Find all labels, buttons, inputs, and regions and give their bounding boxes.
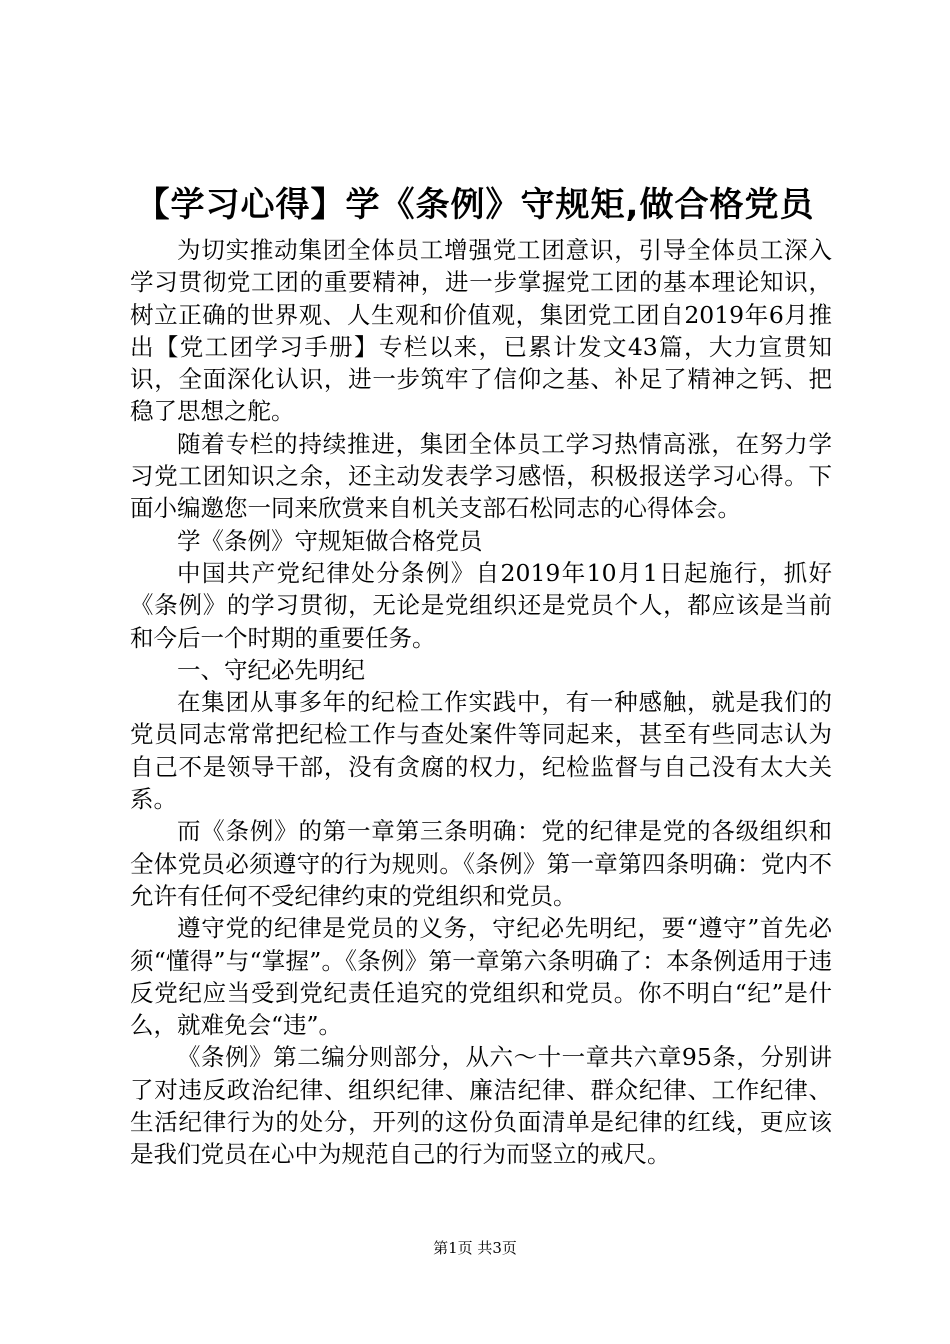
section-heading: 一、守纪必先明纪 [177,655,365,684]
paragraph: 随着专栏的持续推进，集团全体员工学习热情高涨，在努力学习党工团知识之余，还主动发表学习感悟，积极报送学习心得。下面小编邀您一同来欣赏来自机关支部石松同志的心得体会。 [130,429,832,523]
document-title: 【学习心得】学《条例》守规矩,做合格党员 [135,185,815,225]
paragraph: 《条例》第二编分则部分，从六～十一章共六章95条，分别讲了对违反政治纪律、组织纪律、廉洁纪律、群众纪律、工作纪律、生活纪律行为的处分，开列的这份负面清单是纪律的红线，更应该是我们党员在心中为规范自己的行为而竖立的戒尺。 [130,1043,832,1169]
page-footer: 第1页 共3页 [433,1239,517,1257]
document-body [130,234,832,1171]
paragraph: 而《条例》的第一章第三条明确：党的纪律是党的各级组织和全体党员必须遵守的行为规则。《条例》第一章第四条明确：党内不允许有任何不受纪律约束的党组织和党员。 [130,817,832,910]
paragraph: 遵守党的纪律是党员的义务，守纪必先明纪，要“遵守”首先必须“懂得”与“掌握”。《条例》第一章第六条明确了：本条例适用于违反党纪应当受到党纪责任追究的党组织和党员。你不明白“纪”是什么，就难免会“违”。 [130,914,832,1040]
section-heading: 学《条例》守规矩做合格党员 [177,526,483,555]
paragraph: 中国共产党纪律处分条例》自2019年10月1日起施行，抓好《条例》的学习贯彻，无论是党组织还是党员个人，都应该是当前和今后一个时期的重要任务。 [130,558,832,652]
paragraph: 为切实推动集团全体员工增强党工团意识，引导全体员工深入学习贯彻党工团的重要精神，进一步掌握党工团的基本理论知识，树立正确的世界观、人生观和价值观，集团党工团自2019年6月推出【党工团学习手册】专栏以来，已累计发文43篇，大力宣贯知识，全面深化认识，进一步筑牢了信仰之基、补足了精神之钙、把稳了思想之舵。 [130,236,832,426]
paragraph: 在集团从事多年的纪检工作实践中，有一种感触，就是我们的党员同志常常把纪检工作与查处案件等同起来，甚至有些同志认为自己不是领导干部，没有贪腐的权力，纪检监督与自己没有太大关系。 [130,688,832,814]
